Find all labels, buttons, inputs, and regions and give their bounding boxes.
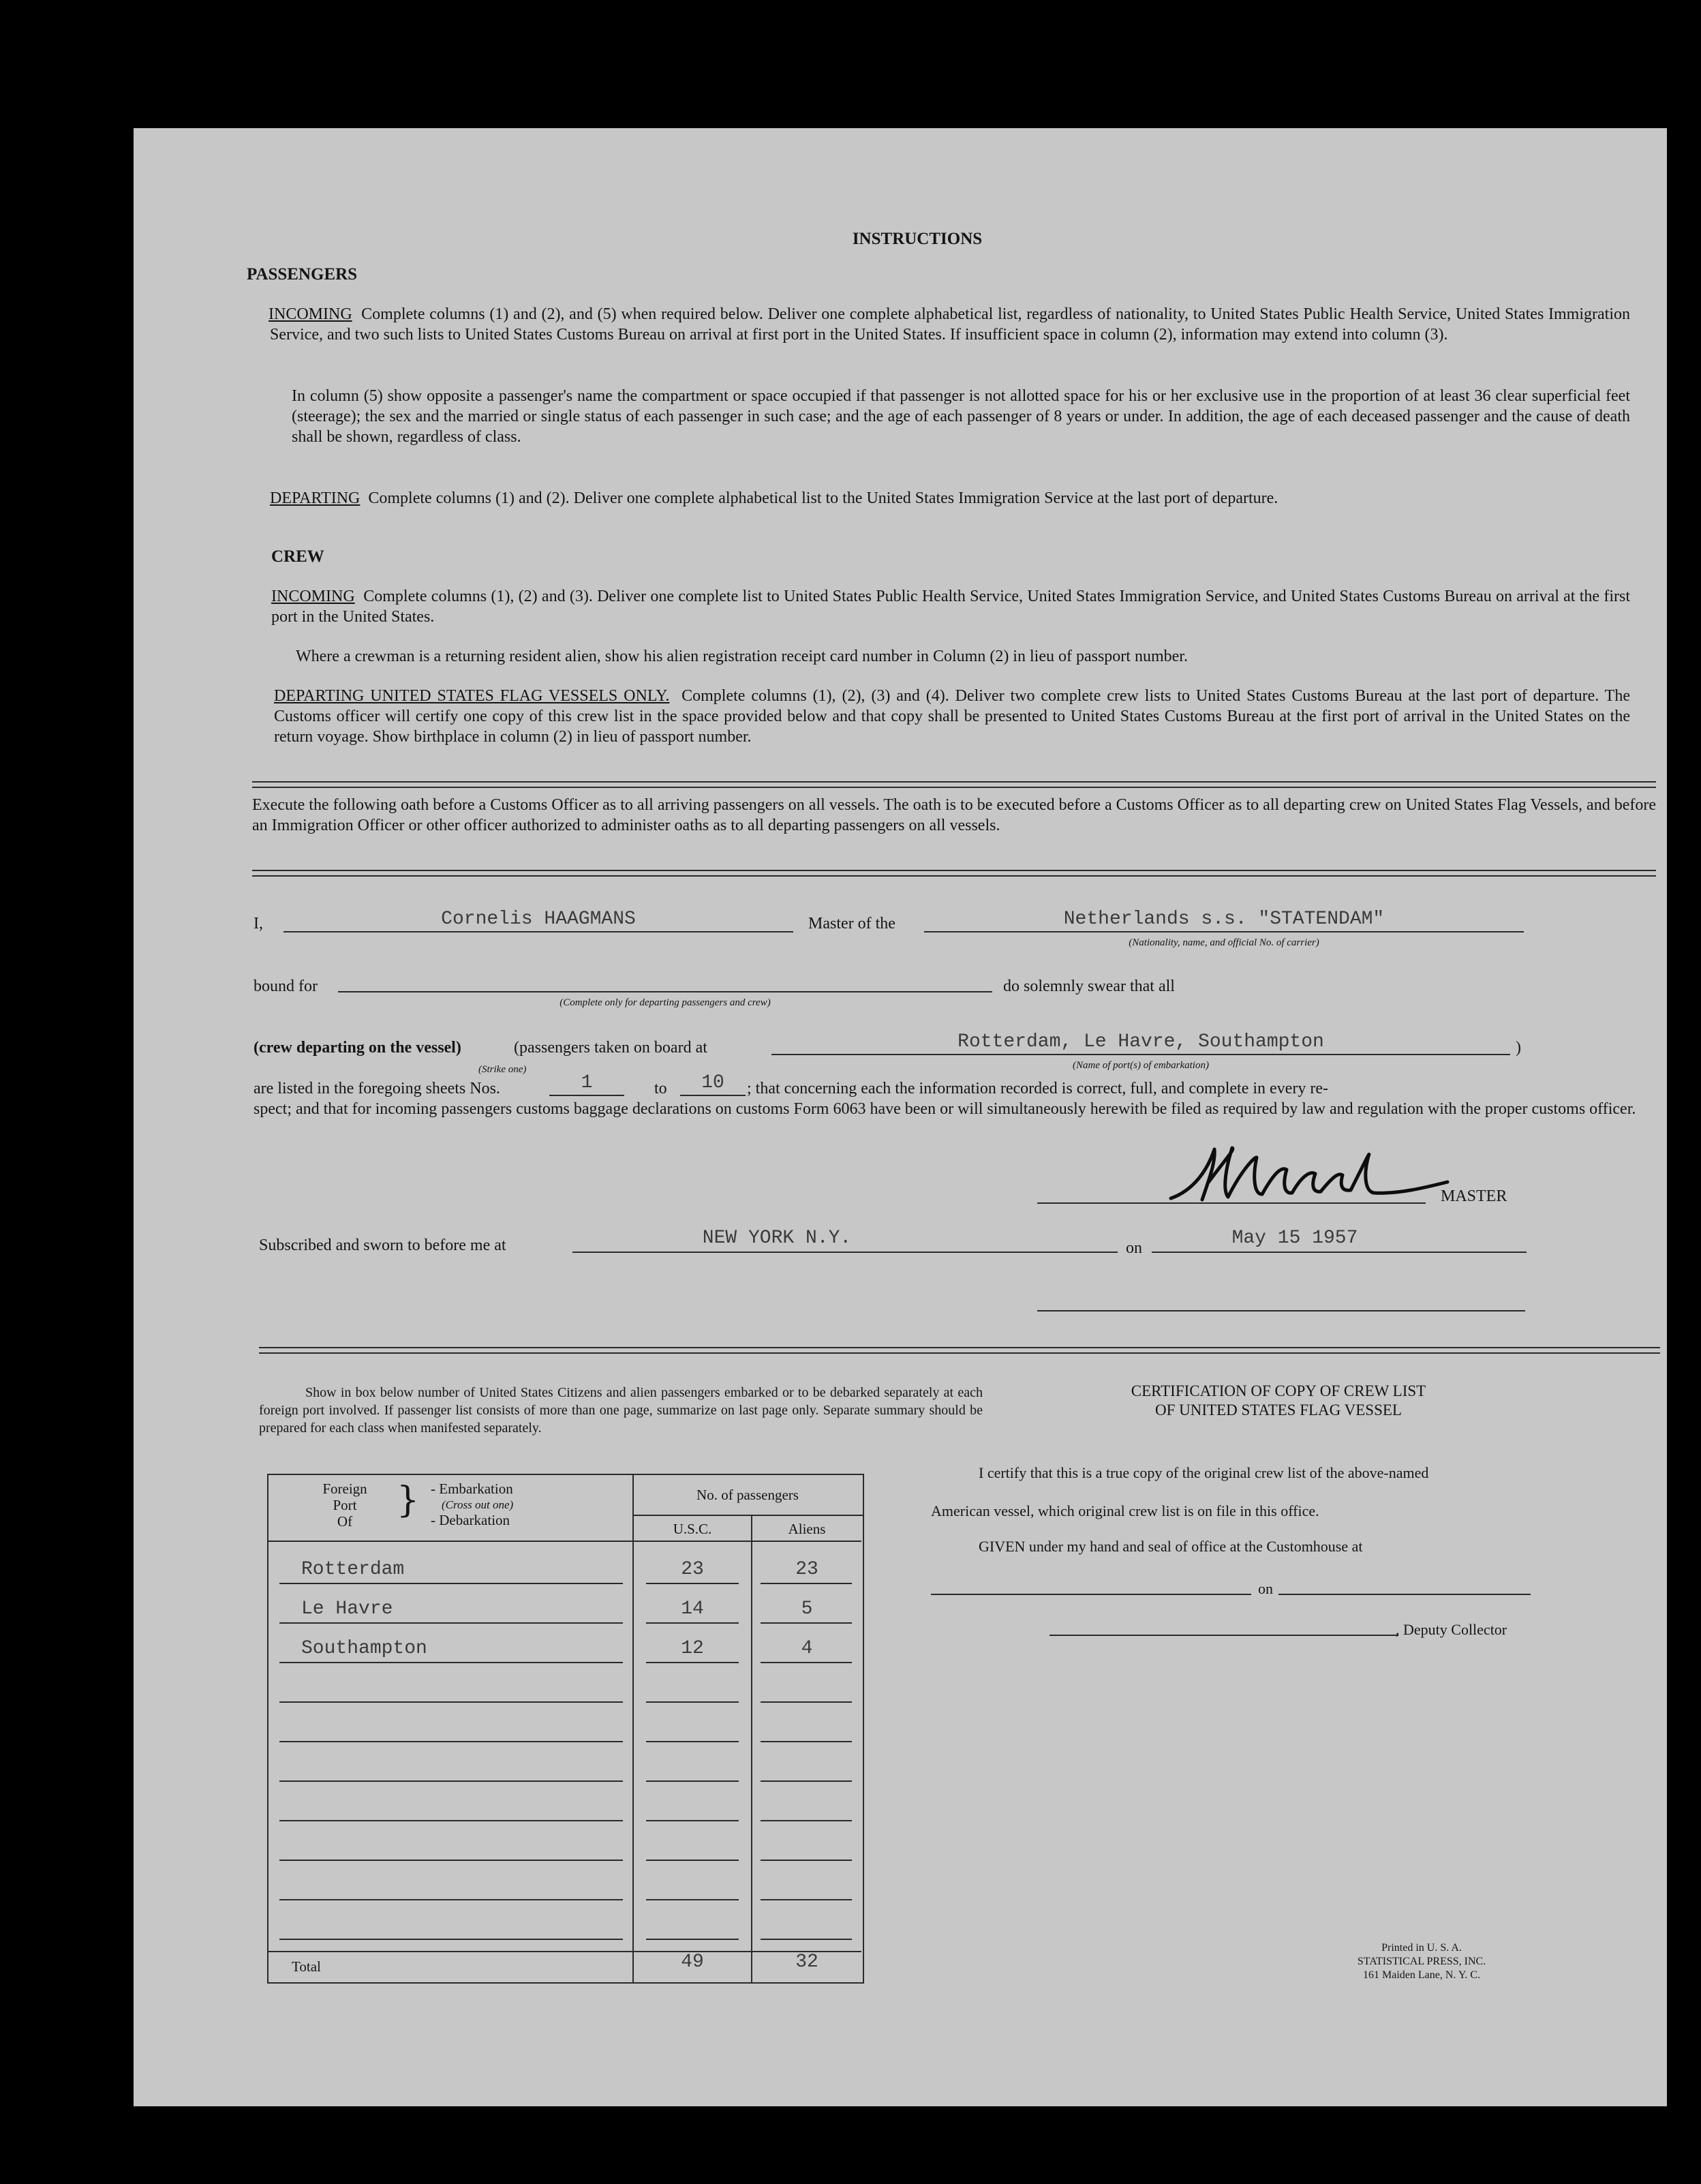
- row-line: [761, 1583, 852, 1584]
- row-line: [761, 1741, 852, 1742]
- deputy-collector-label: , Deputy Collector: [1396, 1621, 1507, 1638]
- hdr-foreign: Foreign: [322, 1481, 367, 1497]
- total-usc: 49: [681, 1952, 704, 1973]
- hdr-embarkation: - Embarkation: [431, 1481, 513, 1497]
- flag-vessels-text: Complete columns (1), (2), (3) and (4). Deliver two complete crew lists to United States Customs Bureau at the last port of departure. The Customs officer will certify one copy of this crew list in the space provided below and that copy shall be presented to United States Customs Bureau at the first port of arrival in the United States on the return voyage. Show birthplace in column (2) in lieu of passport number.: [274, 687, 1630, 746]
- bound-for-caption: (Complete only for departing passengers and crew): [560, 997, 771, 1008]
- listed-rest-2: spect; and that for incoming passengers customs baggage declarations on customs Form 6063 have been or will simultaneously herewith be filed as required by law and regulation with the proper customs officer.: [254, 1100, 1636, 1118]
- divider: [259, 1347, 1660, 1354]
- ports-caption: (Name of port(s) of embarkation): [1073, 1060, 1209, 1071]
- sheet-from: 1: [581, 1072, 593, 1093]
- sheet-from-line: [549, 1095, 624, 1096]
- strike-caption: (Strike one): [478, 1064, 527, 1075]
- certification-on-label: on: [1258, 1580, 1273, 1597]
- printer-line-3: 161 Maiden Lane, N. Y. C.: [1363, 1969, 1480, 1981]
- brace-icon: }: [397, 1480, 420, 1521]
- row-aliens: 5: [801, 1598, 813, 1620]
- vessel-caption: (Nationality, name, and official No. of carrier): [1129, 937, 1319, 948]
- master-of-label: Master of the: [808, 915, 895, 932]
- printer-line-1: Printed in U. S. A.: [1381, 1942, 1462, 1954]
- crew-strike-text: (crew departing on the vessel): [254, 1039, 461, 1057]
- crew-heading: CREW: [271, 547, 324, 566]
- embarkation-ports: Rotterdam, Le Havre, Southampton: [957, 1031, 1324, 1052]
- table-divider-3: [632, 1515, 863, 1516]
- instructions-title: INSTRUCTIONS: [852, 230, 983, 248]
- row-line: [279, 1741, 623, 1742]
- certify-text-2: American vessel, which original crew list is on file in this office.: [931, 1502, 1319, 1519]
- sworn-date-line: [1152, 1252, 1527, 1253]
- crew-resident-text: Where a crewman is a returning resident alien, show his alien registration receipt card number in Column (2) in lieu of passport number.: [296, 648, 1188, 665]
- sworn-place: NEW YORK N.Y.: [702, 1228, 852, 1249]
- close-paren: ): [1516, 1039, 1521, 1057]
- to-label: to: [654, 1080, 667, 1097]
- row-port: Le Havre: [301, 1598, 393, 1620]
- table-divider-1: [632, 1475, 634, 1982]
- row-line: [761, 1860, 852, 1861]
- divider: [252, 870, 1656, 877]
- row-line: [279, 1939, 623, 1940]
- departing-label: DEPARTING: [270, 489, 361, 507]
- officer-signature-line: [1037, 1310, 1525, 1311]
- row-port: Southampton: [301, 1638, 427, 1659]
- row-line: [279, 1860, 623, 1861]
- row-line: [279, 1662, 623, 1663]
- row-line: [646, 1860, 739, 1861]
- summary-instructions: Show in box below number of United States Citizens and alien passengers embarked or to be debarked separately at each foreign port involved. If passenger list consists of more than one page, summarize on last page only. Separate summary should be prepared for each class when manifested separately.: [259, 1385, 983, 1436]
- subscribed-label: Subscribed and sworn to before me at: [259, 1237, 506, 1254]
- row-line: [646, 1939, 739, 1940]
- crew-incoming-label: INCOMING: [271, 588, 355, 605]
- flag-vessels-paragraph: [274, 686, 1630, 747]
- hdr-usc: U.S.C.: [673, 1521, 712, 1537]
- row-aliens: 4: [801, 1638, 813, 1659]
- row-line: [761, 1662, 852, 1663]
- deputy-signature-line: [1049, 1635, 1398, 1636]
- oath-intro: Execute the following oath before a Customs Officer as to all arriving passengers on all vessels. The oath is to be executed before a Customs Officer as to all departing crew on United States Flag Vessels, and before an Immigration Officer or other officer authorized to administer oaths as to all departing passengers on all vessels.: [252, 796, 1656, 834]
- swear-text: do solemnly swear that all: [1003, 977, 1175, 995]
- master-signature: [1167, 1142, 1453, 1211]
- master-name-line: [284, 931, 793, 932]
- master-label: MASTER: [1441, 1187, 1507, 1205]
- master-name: Cornelis HAAGMANS: [441, 909, 636, 930]
- sheet-to: 10: [701, 1072, 724, 1093]
- bound-for-label: bound for: [254, 977, 318, 995]
- certification-title-1: CERTIFICATION OF COPY OF CREW LIST: [1131, 1382, 1426, 1399]
- hdr-debarkation: - Debarkation: [431, 1512, 510, 1528]
- row-aliens: 23: [795, 1559, 818, 1580]
- hdr-aliens: Aliens: [788, 1521, 826, 1537]
- divider: [252, 781, 1656, 788]
- passenger-summary-table: [267, 1474, 864, 1984]
- passengers-taken-label: (passengers taken on board at: [514, 1039, 707, 1057]
- row-line: [279, 1701, 623, 1703]
- row-line: [761, 1820, 852, 1821]
- hdr-of: Of: [337, 1513, 353, 1530]
- row-line: [646, 1622, 739, 1624]
- passengers-heading: PASSENGERS: [247, 265, 358, 284]
- incoming-label: INCOMING: [269, 305, 352, 323]
- row-line: [279, 1780, 623, 1782]
- row-line: [761, 1701, 852, 1703]
- customhouse-line: [931, 1594, 1251, 1595]
- row-usc: 23: [681, 1559, 704, 1580]
- row-line: [279, 1820, 623, 1821]
- passengers-incoming-paragraph: [270, 304, 1630, 345]
- listed-label: are listed in the foregoing sheets Nos.: [254, 1080, 500, 1097]
- total-aliens: 32: [795, 1952, 818, 1973]
- row-line: [646, 1899, 739, 1900]
- row-line: [646, 1741, 739, 1742]
- passengers-departing-paragraph: [270, 488, 1630, 509]
- sworn-on-label: on: [1126, 1239, 1142, 1257]
- hdr-port: Port: [333, 1497, 357, 1513]
- sheet-to-line: [680, 1095, 746, 1096]
- row-line: [646, 1780, 739, 1782]
- row-line: [279, 1583, 623, 1584]
- certification-title-2: OF UNITED STATES FLAG VESSEL: [1155, 1401, 1402, 1419]
- passengers-incoming-text: Complete columns (1) and (2), and (5) when required below. Deliver one complete alphabetical list, regardless of nationality, to United States Public Health Service, United States Immigration Service, and two such lists to United States Customs Bureau on arrival at first port in the United States. If insufficient space in column (2), information may extend into column (3).: [270, 305, 1631, 344]
- flag-vessels-label: DEPARTING UNITED STATES FLAG VESSELS ONLY.: [274, 687, 670, 705]
- passengers-departing-text: Complete columns (1) and (2). Deliver one complete alphabetical list to the United States Immigration Service at the last port of departure.: [368, 489, 1278, 507]
- certify-text-1: I certify that this is a true copy of the original crew list of the above-named: [979, 1464, 1429, 1481]
- table-divider-2: [751, 1516, 752, 1982]
- certification-date-line: [1278, 1594, 1531, 1595]
- table-divider-4: [269, 1541, 861, 1542]
- row-line: [646, 1701, 739, 1703]
- row-usc: 12: [681, 1638, 704, 1659]
- oath-i-label: I,: [254, 915, 263, 932]
- listed-rest-1: ; that concerning each the information recorded is correct, full, and complete in every re-: [747, 1080, 1328, 1097]
- row-line: [646, 1583, 739, 1584]
- hdr-cross: (Cross out one): [442, 1498, 514, 1511]
- given-text: GIVEN under my hand and seal of office at the Customhouse at: [979, 1538, 1363, 1555]
- row-line: [761, 1899, 852, 1900]
- row-line: [646, 1820, 739, 1821]
- column5-paragraph: In column (5) show opposite a passenger's name the compartment or space occupied if that passenger is not allotted space for his or her exclusive use in the proportion of at least 36 clear superficial feet (steerage); the sex and the married or single status of each passenger in such case; and the age of each passenger of 8 years or under. In addition, the age of each deceased passenger and the cause of death shall be shown, regardless of class.: [292, 387, 1630, 446]
- row-line: [761, 1780, 852, 1782]
- row-line: [279, 1622, 623, 1624]
- total-label: Total: [292, 1958, 321, 1975]
- row-line: [646, 1662, 739, 1663]
- row-line: [279, 1899, 623, 1900]
- row-line: [761, 1939, 852, 1940]
- crew-incoming-paragraph: [271, 586, 1630, 627]
- sworn-date: May 15 1957: [1231, 1228, 1358, 1249]
- sworn-place-line: [572, 1252, 1118, 1253]
- row-usc: 14: [681, 1598, 704, 1620]
- crew-incoming-text: Complete columns (1), (2) and (3). Deliver one complete list to United States Public Health Service, United States Immigration Service, and United States Customs Bureau on arrival at the first port in the United States.: [271, 588, 1631, 626]
- vessel-name: Netherlands s.s. "STATENDAM": [1063, 909, 1385, 930]
- row-line: [761, 1622, 852, 1624]
- form-sheet: [134, 128, 1667, 2106]
- printer-line-2: STATISTICAL PRESS, INC.: [1357, 1956, 1486, 1967]
- row-port: Rotterdam: [301, 1559, 405, 1580]
- hdr-no-passengers: No. of passengers: [696, 1487, 799, 1503]
